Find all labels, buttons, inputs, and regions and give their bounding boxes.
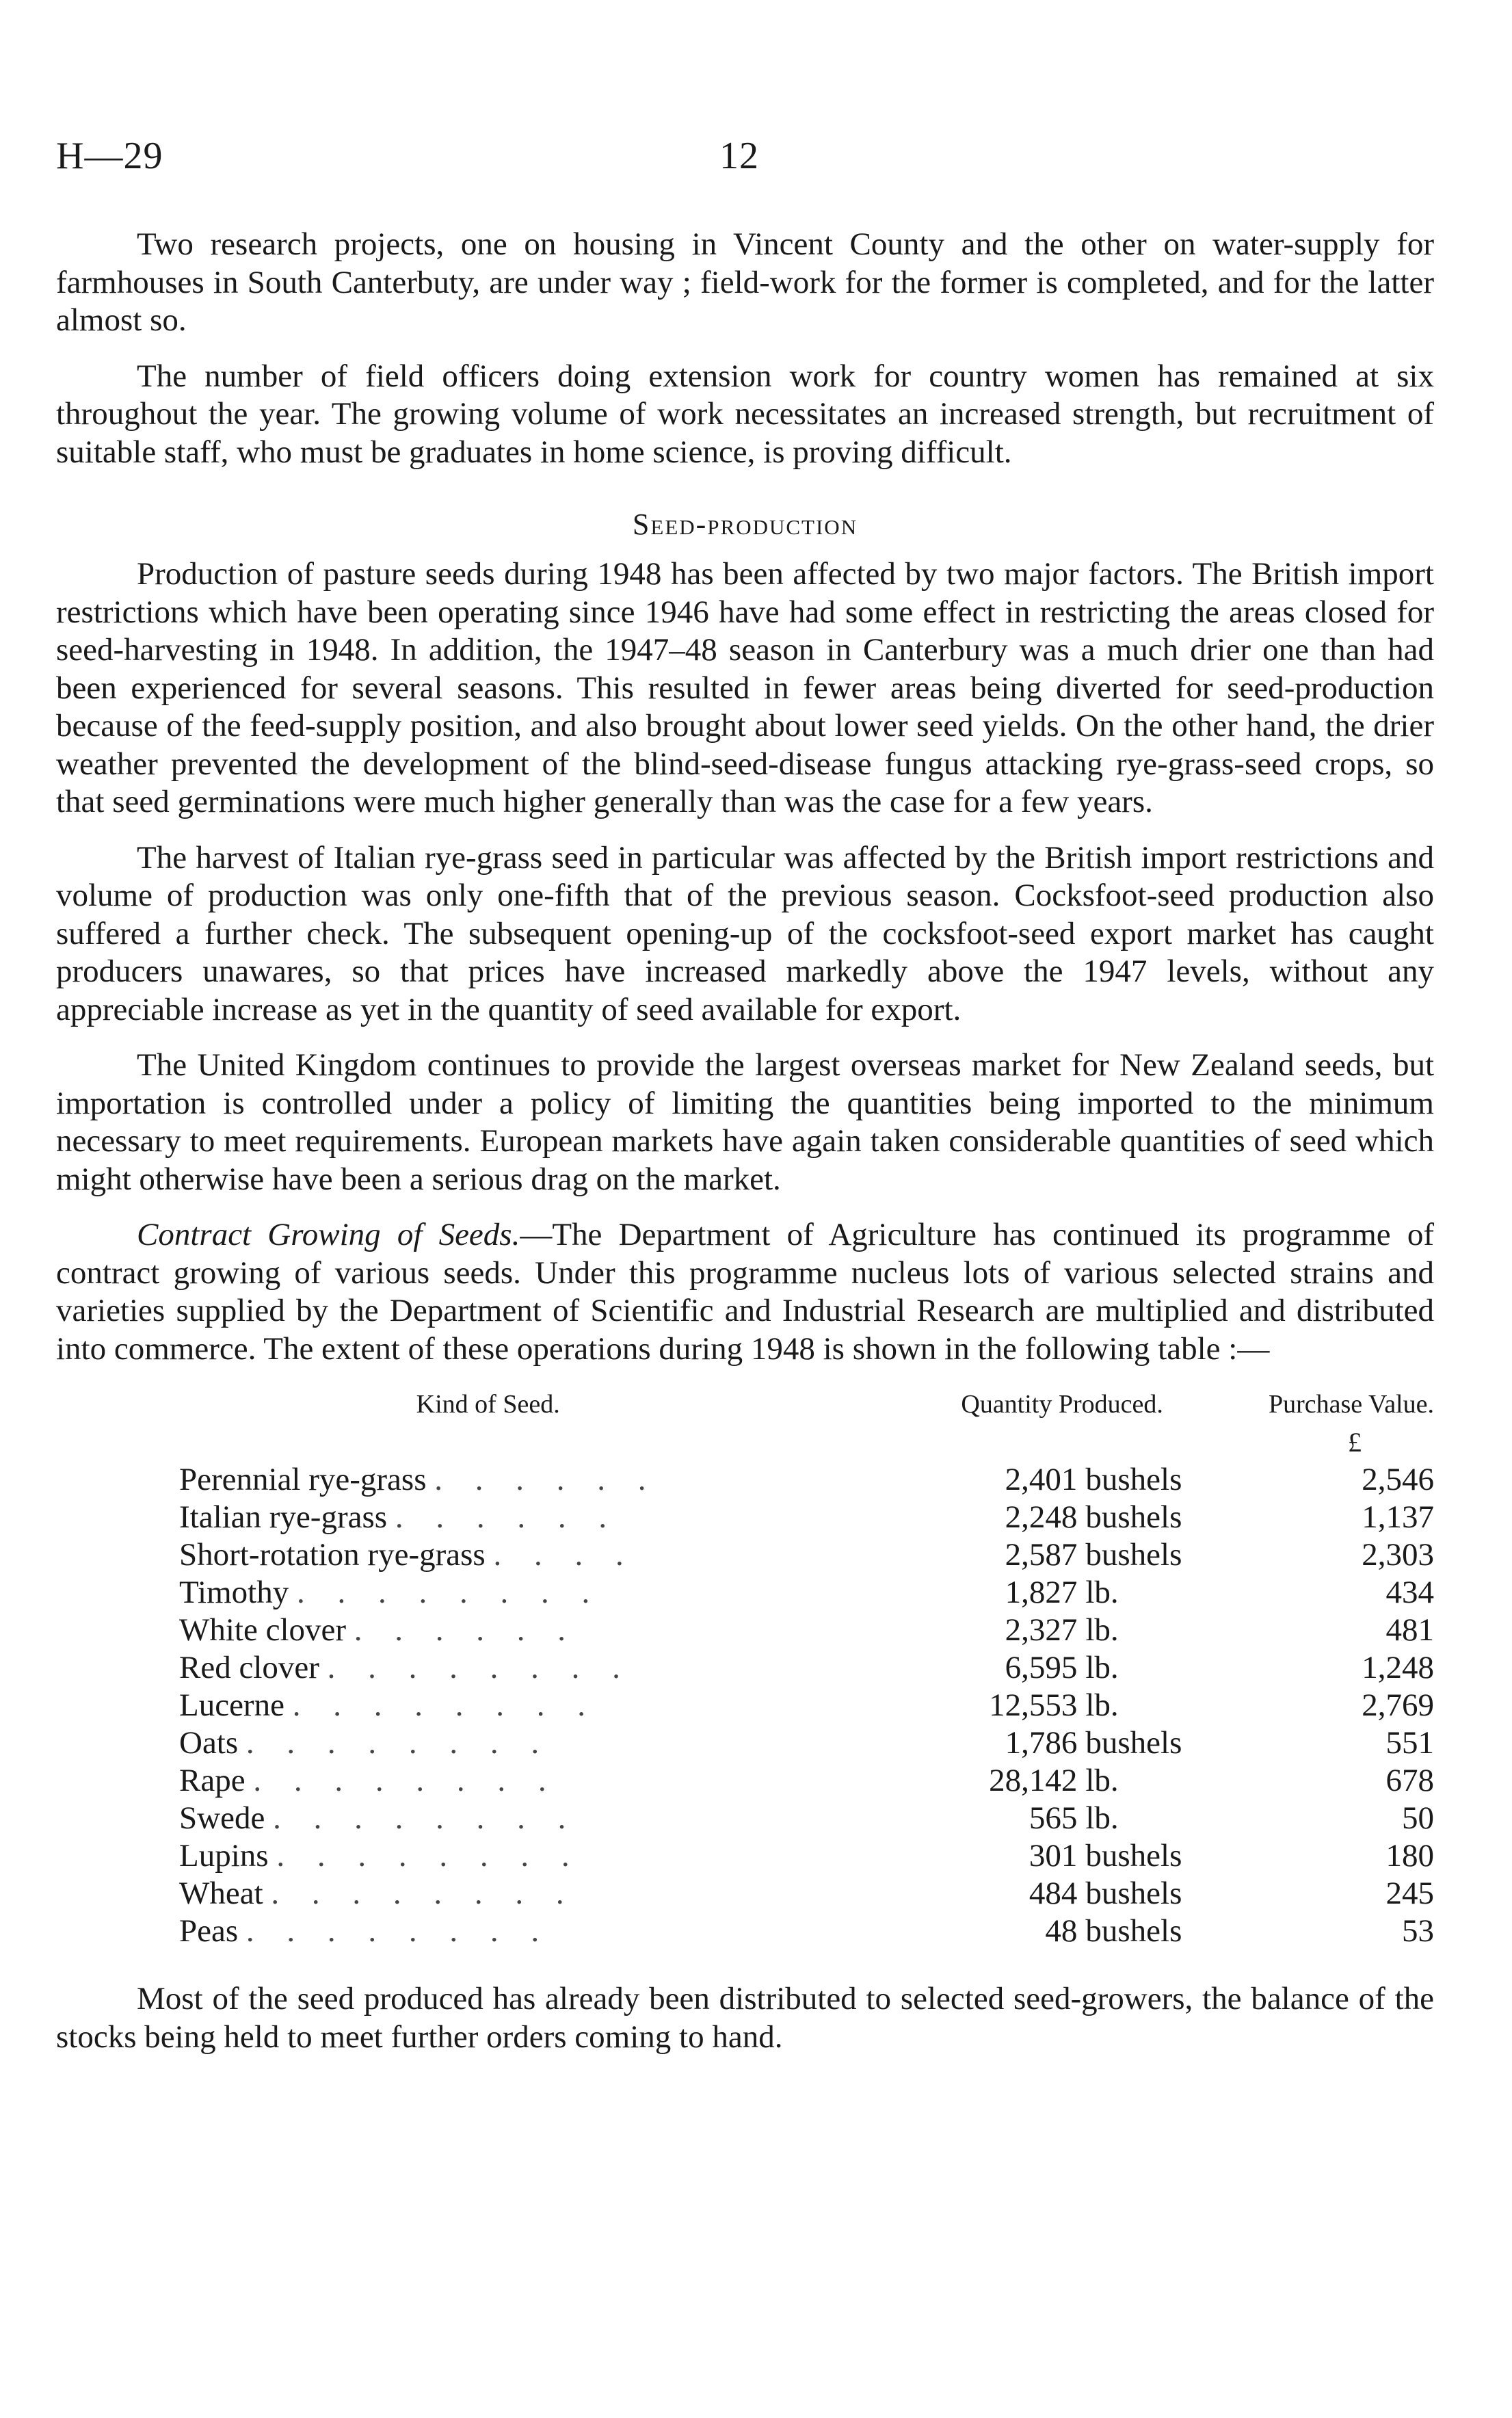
purchase-value-cell: 1,137 [1362, 1499, 1434, 1535]
quantity-number: 2,327 [1005, 1612, 1078, 1648]
seed-kind-cell [179, 1875, 961, 1913]
leader-dots: . . . . . . . . [327, 1650, 633, 1685]
document-reference: H—29 [56, 135, 163, 177]
quantity-cell [961, 1574, 1255, 1612]
header-purchase-value: Purchase Value. [1268, 1390, 1434, 1419]
table-row [179, 1800, 1434, 1837]
seed-kind: Italian rye-grass [179, 1499, 388, 1535]
quantity-unit: bushels [1085, 1913, 1182, 1949]
seed-kind-cell [179, 1649, 961, 1687]
header-kind-of-seed: Kind of Seed. [416, 1390, 560, 1419]
leader-dots: . . . . . . . . [276, 1838, 582, 1874]
quantity-unit: bushels [1085, 1838, 1182, 1874]
table-row [179, 1649, 1434, 1687]
table-row [179, 1536, 1434, 1574]
seed-kind: Perennial rye-grass [179, 1462, 427, 1497]
value-unit-pound: £ [1347, 1427, 1362, 1458]
leader-dots: . . . . . . . . [296, 1575, 602, 1610]
table-row [179, 1762, 1434, 1800]
seed-kind-cell [179, 1461, 961, 1499]
leader-dots: . . . . . . [395, 1499, 620, 1535]
paragraph: Production of pasture seeds during 1948 has been affected by two major factors. The British import restrictions which have been operating since 1946 have had some effect in restricting the areas closed for seed-harvesting in 1948. In addition, the 1947–48 season in Canterbury was a much drier one than had been experienced for several seasons. This resulted in fewer areas being diverted for seed-production because of the feed-supply position, and also brought about lower seed yields. On the other hand, the drier weather prevented the development of the blind-seed-disease fungus attacking rye-grass-seed crops, so that seed germinations were much higher generally than was the case for a few years. [56, 556, 1434, 819]
leader-dots: . . . . [493, 1537, 636, 1573]
quantity-unit: lb. [1085, 1687, 1119, 1723]
quantity-number: 1,786 [1005, 1725, 1078, 1761]
quantity-unit: bushels [1085, 1725, 1182, 1761]
leader-dots: . . . . . . . . [273, 1800, 579, 1836]
header-quantity-produced: Quantity Produced. [961, 1390, 1163, 1419]
purchase-value-cell: 245 [1385, 1876, 1434, 1911]
purchase-value-cell: 434 [1385, 1575, 1434, 1610]
leader-dots: . . . . . . . . [271, 1876, 576, 1911]
seed-kind: Oats [179, 1725, 239, 1761]
table-row [179, 1837, 1434, 1875]
seed-kind-cell [179, 1724, 961, 1762]
quantity-number: 484 [1029, 1876, 1078, 1911]
seed-kind-cell [179, 1762, 961, 1800]
quantity-unit: bushels [1085, 1876, 1182, 1911]
seed-kind-cell [179, 1687, 961, 1724]
quantity-cell [961, 1612, 1255, 1649]
purchase-value-cell: 481 [1385, 1612, 1434, 1648]
purchase-value-cell: 50 [1402, 1800, 1434, 1836]
quantity-cell [961, 1875, 1255, 1913]
quantity-cell [961, 1461, 1255, 1499]
table-row [179, 1461, 1434, 1499]
leader-dots: . . . . . . . . [253, 1763, 559, 1798]
seed-kind: Rape [179, 1763, 246, 1798]
quantity-number: 1,827 [1005, 1575, 1078, 1610]
quantity-cell [961, 1536, 1255, 1574]
leader-dots: . . . . . . . . [292, 1687, 598, 1723]
quantity-cell [961, 1724, 1255, 1762]
seed-production-table [179, 1386, 1434, 1950]
purchase-value-cell: 2,546 [1362, 1462, 1434, 1497]
quantity-number: 2,401 [1005, 1462, 1078, 1497]
seed-kind-cell [179, 1913, 961, 1950]
paragraph-lead-italic: Contract Growing of Seeds. [137, 1217, 520, 1252]
quantity-number: 2,587 [1005, 1537, 1078, 1573]
seed-kind-cell [179, 1536, 961, 1574]
table-unit-row [179, 1423, 1434, 1461]
paragraph: The harvest of Italian rye-grass seed in particular was affected by the British import restrictions and volume of production was only one-fifth that of the previous season. Cocksfoot-seed production also suffered a further check. The subsequent opening-up of the cocksfoot-seed export market has caught producers unawares, so that prices have increased markedly above the 1947 levels, without any appreciable increase as yet in the quantity of seed available for export. [56, 839, 1434, 1027]
table-row [179, 1724, 1434, 1762]
seed-kind-cell [179, 1837, 961, 1875]
table-row [179, 1687, 1434, 1724]
table-header-row [179, 1386, 1434, 1423]
seed-kind: Short-rotation rye-grass [179, 1537, 486, 1573]
seed-kind-cell [179, 1499, 961, 1536]
table-row [179, 1913, 1434, 1950]
table-row [179, 1612, 1434, 1649]
seed-kind: White clover [179, 1612, 347, 1648]
quantity-unit: lb. [1085, 1800, 1119, 1836]
seed-kind: Peas [179, 1913, 239, 1949]
leader-dots: . . . . . . [434, 1462, 659, 1497]
paragraph: Two research projects, one on housing in Vincent County and the other on water-supply for farmhouses in South Canterbuty, are under way ; field-work for the former is completed, and for the latter almost so. [56, 226, 1434, 338]
quantity-cell [961, 1649, 1255, 1687]
purchase-value-cell: 551 [1385, 1725, 1434, 1761]
seed-kind: Lucerne [179, 1687, 284, 1723]
quantity-number: 12,553 [989, 1687, 1078, 1723]
quantity-unit: lb. [1085, 1763, 1119, 1798]
paragraph-text: —The Department of Agriculture has continued its programme of contract growing of various seeds. Under this programme nucleus lots of various selected strains and varieties supplied by the Department of Scientific and Industrial Research are multiplied and distributed into commerce. The extent of these operations during 1948 is shown in the following table :— [56, 1217, 1434, 1367]
table-row [179, 1499, 1434, 1536]
contract-growing-paragraph [56, 1216, 1434, 1368]
page-number: 12 [719, 135, 759, 177]
document-body [56, 226, 1434, 2074]
quantity-unit: lb. [1085, 1650, 1119, 1685]
paragraph: The United Kingdom continues to provide the largest overseas market for New Zealand seeds, but importation is controlled under a policy of limiting the quantities being imported to the minimum necessary to meet requirements. European markets have again taken considerable quantities of seed which might otherwise have been a serious drag on the market. [56, 1047, 1434, 1197]
quantity-cell [961, 1499, 1255, 1536]
quantity-cell [961, 1913, 1255, 1950]
purchase-value-cell: 53 [1402, 1913, 1434, 1949]
seed-kind-cell [179, 1800, 961, 1837]
section-heading: Seed-production [632, 508, 858, 541]
purchase-value-cell: 180 [1385, 1838, 1434, 1874]
leader-dots: . . . . . . . . [246, 1913, 552, 1949]
purchase-value-cell: 2,303 [1362, 1537, 1434, 1573]
table-body [179, 1461, 1434, 1950]
quantity-number: 565 [1029, 1800, 1078, 1836]
seed-kind: Swede [179, 1800, 265, 1836]
quantity-number: 2,248 [1005, 1499, 1078, 1535]
leader-dots: . . . . . . . . [246, 1725, 552, 1761]
quantity-cell [961, 1762, 1255, 1800]
closing-paragraph: Most of the seed produced has already been distributed to selected seed-growers, the balance of the stocks being held to meet further orders coming to hand. [56, 1981, 1434, 2055]
seed-kind: Red clover [179, 1650, 319, 1685]
quantity-cell [961, 1687, 1255, 1724]
quantity-unit: lb. [1085, 1612, 1119, 1648]
quantity-number: 6,595 [1005, 1650, 1078, 1685]
purchase-value-cell: 678 [1385, 1763, 1434, 1798]
quantity-unit: bushels [1085, 1462, 1182, 1497]
purchase-value-cell: 1,248 [1362, 1650, 1434, 1685]
quantity-unit: lb. [1085, 1575, 1119, 1610]
quantity-unit: bushels [1085, 1537, 1182, 1573]
quantity-number: 301 [1029, 1838, 1078, 1874]
quantity-number: 28,142 [989, 1763, 1078, 1798]
quantity-number: 48 [1045, 1913, 1078, 1949]
quantity-cell [961, 1837, 1255, 1875]
seed-kind: Lupins [179, 1838, 269, 1874]
quantity-cell [961, 1800, 1255, 1837]
seed-kind: Timothy [179, 1575, 289, 1610]
seed-kind-cell [179, 1574, 961, 1612]
leader-dots: . . . . . . [354, 1612, 579, 1648]
table-row [179, 1875, 1434, 1913]
purchase-value-cell: 2,769 [1362, 1687, 1434, 1723]
paragraph: The number of field officers doing extension work for country women has remained at six throughout the year. The growing volume of work necessitates an increased strength, but recruitment of suitable staff, who must be graduates in home science, is proving difficult. [56, 358, 1434, 470]
quantity-unit: bushels [1085, 1499, 1182, 1535]
seed-kind-cell [179, 1612, 961, 1649]
seed-kind: Wheat [179, 1876, 263, 1911]
table-row [179, 1574, 1434, 1612]
